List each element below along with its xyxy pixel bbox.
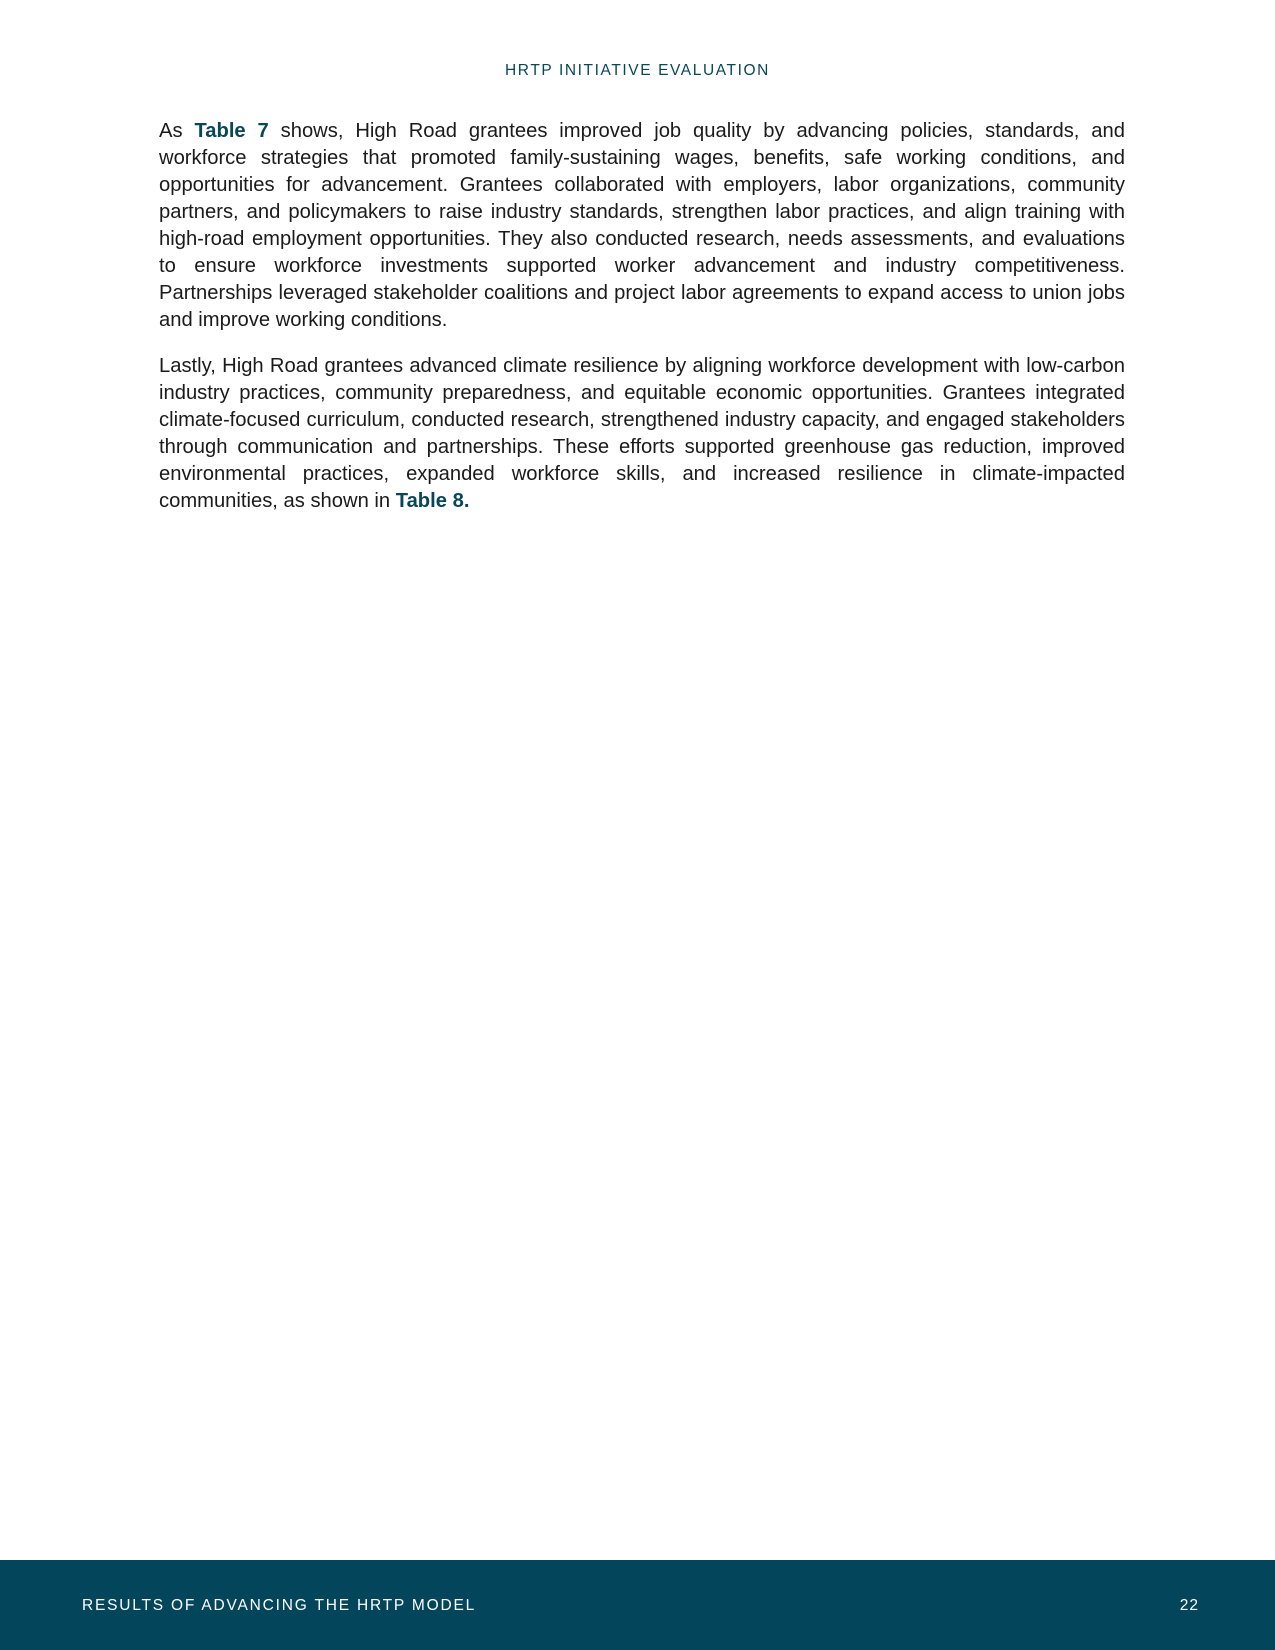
paragraph-text: Lastly, High Road grantees advanced climate resilience by aligning workforce development with low-carbon industry practices, community preparedness, and equitable economic opportunities. Grantees integrated climate-focused curriculum, conducted research, strengthened industry capacity, and engaged stakeholders through communication and partnerships. These efforts supported greenhouse gas reduction, improved environmental practices, expanded workforce skills, and increased resilience in climate-impacted communities, as shown in bbox=[159, 355, 1125, 512]
running-header: HRTP INITIATIVE EVALUATION bbox=[505, 62, 770, 79]
table-8-reference-link[interactable]: Table 8. bbox=[395, 490, 470, 512]
footer-bar bbox=[0, 1560, 1275, 1650]
paragraph-climate-resilience bbox=[159, 353, 1125, 515]
footer-section-title: RESULTS OF ADVANCING THE HRTP MODEL bbox=[82, 1597, 477, 1614]
paragraph-job-quality bbox=[159, 118, 1125, 334]
table-7-reference-link[interactable]: Table 7 bbox=[194, 120, 269, 142]
paragraph-text: shows, High Road grantees improved job quality by advancing policies, standards, and workforce strategies that promoted family-sustaining wages, benefits, safe working conditions, and opportunities for advancement. Grantees collaborated with employers, labor organizations, community partners, and policymakers to raise industry standards, strengthen labor practices, and align training with high-road employment opportunities. They also conducted research, needs assessments, and evaluations to ensure workforce investments supported worker advancement and industry competitiveness. Partnerships leveraged stakeholder coalitions and project labor agreements to expand access to union jobs and improve working conditions. bbox=[159, 120, 1125, 331]
body-text bbox=[159, 118, 1125, 534]
page-number: 22 bbox=[1179, 1597, 1199, 1614]
paragraph-text: As bbox=[159, 120, 195, 142]
